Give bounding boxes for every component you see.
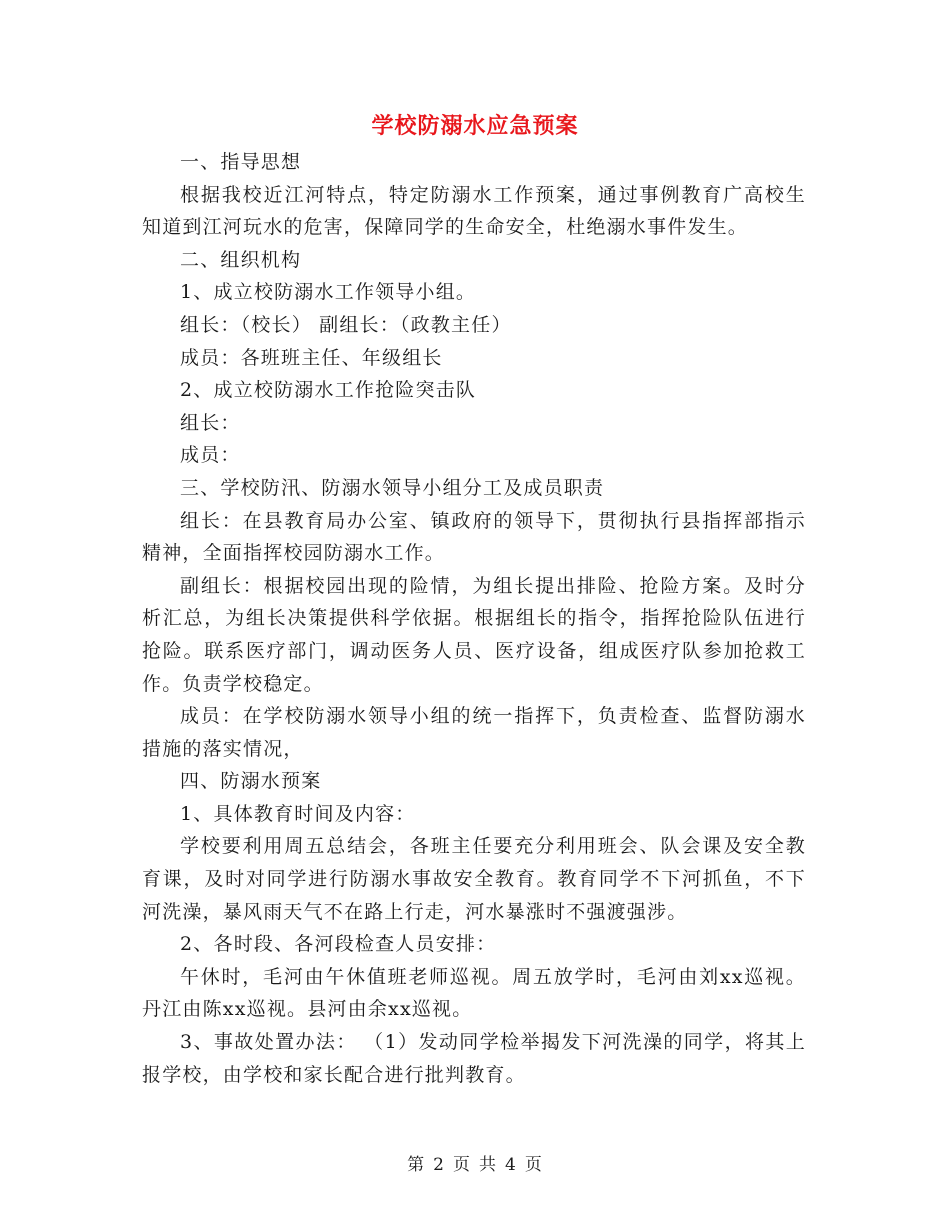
paragraph: 1、成立校防溺水工作领导小组。 bbox=[180, 281, 477, 304]
paragraph: 成员： bbox=[180, 444, 241, 467]
paragraph: 根据我校近江河特点，特定防溺水工作预案，通过事例教育广高校生知道到江河玩水的危害，保障同学的生命安全，杜绝溺水事件发生。 bbox=[142, 183, 806, 239]
footer-prefix: 第 bbox=[407, 1155, 426, 1175]
paragraph: 成员：在学校防溺水领导小组的统一指挥下，负责检查、监督防溺水措施的落实情况， bbox=[142, 705, 806, 760]
paragraph: 组长： bbox=[180, 411, 241, 434]
paragraph: 3、事故处置办法： （1）发动同学检举揭发下河洗澡的同学，将其上报学校，由学校和家长配合进行批判教育。 bbox=[142, 1031, 806, 1086]
paragraph: 组长：在县教育局办公室、镇政府的领导下，贯彻执行县指挥部指示精神，全面指挥校园防溺水工作。 bbox=[142, 509, 806, 565]
footer-total-prefix: 共 bbox=[479, 1155, 497, 1175]
paragraph: 学校要利用周五总结会，各班主任要充分利用班会、队会课及安全教育课，及时对同学进行防溺水事故安全教育。教育同学不下河抓鱼，不下河洗澡，暴风雨天气不在路上行走，河水暴涨时不强渡强涉。 bbox=[142, 835, 806, 923]
document-title: 学校防溺水应急预案 bbox=[371, 113, 579, 139]
paragraph: 午休时，毛河由午休值班老师巡视。周五放学时，毛河由刘xx巡视。丹江由陈xx巡视。县河由余xx巡视。 bbox=[142, 965, 806, 1021]
paragraph: 成员：各班班主任、年级组长 bbox=[180, 346, 443, 369]
document-body bbox=[142, 146, 806, 1091]
paragraph: 2、成立校防溺水工作抢险突击队 bbox=[180, 379, 477, 402]
total-pages-number: 4 bbox=[505, 1155, 517, 1175]
paragraph: 1、具体教育时间及内容： bbox=[180, 802, 416, 825]
footer-page-word: 页 bbox=[453, 1155, 471, 1175]
paragraph: 2、各时段、各河段检查人员安排： bbox=[180, 933, 497, 956]
heading-responsibilities: 三、学校防汛、防溺水领导小组分工及成员职责 bbox=[180, 476, 605, 499]
heading-guiding-ideology: 一、指导思想 bbox=[180, 151, 302, 173]
current-page-number: 2 bbox=[433, 1155, 445, 1175]
paragraph: 组长：（校长） 副组长：（政教主任） bbox=[180, 313, 512, 336]
page-footer bbox=[0, 1153, 950, 1177]
heading-organization: 二、组织机构 bbox=[180, 248, 302, 271]
paragraph: 副组长：根据校园出现的险情，为组长提出排险、抢险方案。及时分析汇总，为组长决策提供科学依据。根据组长的指令，指挥抢险队伍进行抢险。联系医疗部门，调动医务人员、医疗设备，组成医疗队参加抢救工作。负责学校稳定。 bbox=[142, 574, 806, 695]
heading-plan: 四、防溺水预案 bbox=[180, 770, 322, 793]
footer-suffix: 页 bbox=[524, 1155, 543, 1175]
